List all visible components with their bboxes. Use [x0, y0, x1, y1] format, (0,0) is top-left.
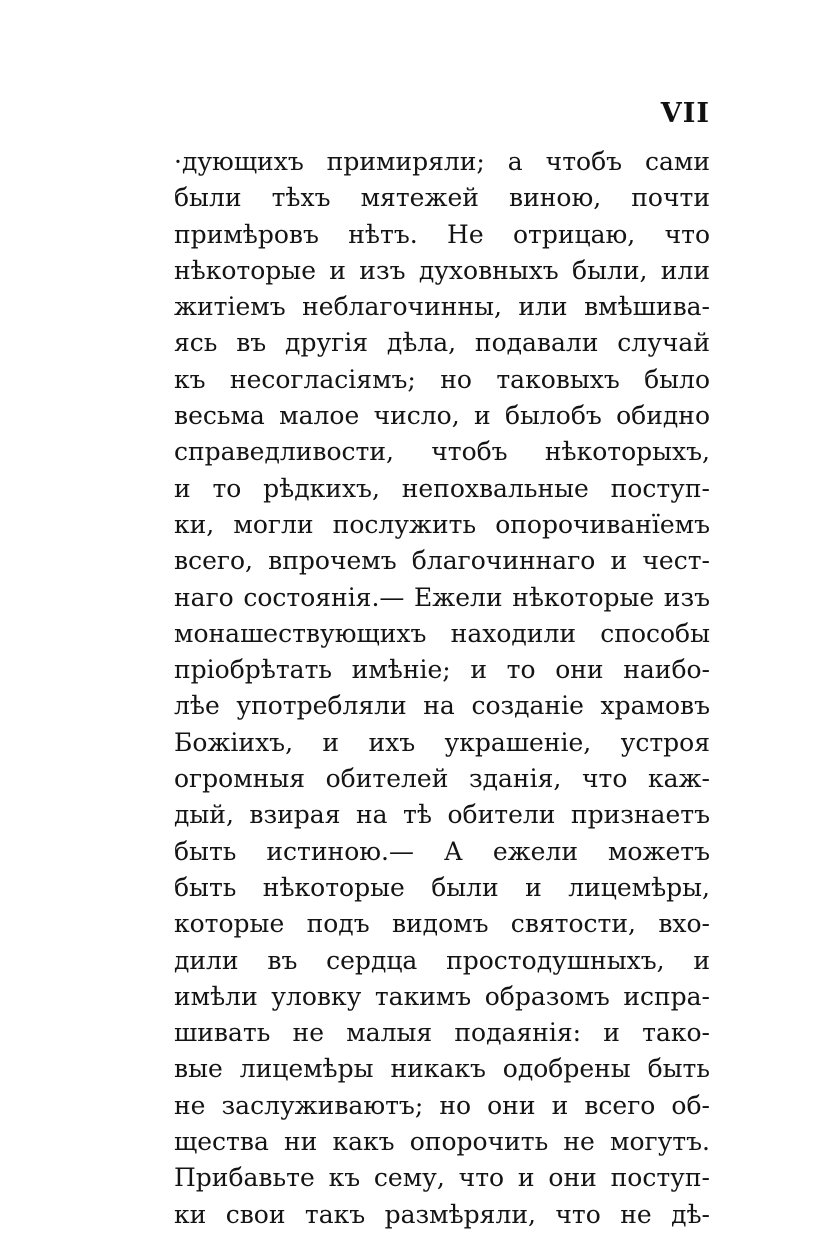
text-line: наго состоянія.— Ежели нѣкоторые изъ	[174, 582, 710, 612]
text-line: щества ни какъ опорочить не могутъ.	[174, 1127, 710, 1157]
text-line: дый, взирая на тѣ обители признаетъ	[174, 800, 710, 830]
text-line: были тѣхъ мятежей виною, почти	[174, 183, 710, 213]
text-line: шивать не малыя подаянія: и тако-	[174, 1018, 710, 1048]
text-line: весьма малое число, и былобъ обидно	[174, 401, 710, 431]
text-line: Божіихъ, и ихъ украшеніе, устроя	[174, 727, 710, 757]
text-line: и то рѣдкихъ, непохвальные поступ-	[174, 473, 710, 503]
text-line: быть нѣкоторые были и лицемѣры,	[174, 872, 710, 902]
text-body	[174, 144, 710, 1233]
page-number: VII	[660, 98, 710, 129]
text-line: быть истиною.— А ежели можетъ	[174, 836, 710, 866]
text-line: не заслуживаютъ; но они и всего об-	[174, 1090, 710, 1120]
text-line: ки свои такъ размѣряли, что не дѣ-	[174, 1199, 710, 1229]
text-line: имѣли уловку такимъ образомъ испра-	[174, 981, 710, 1011]
text-line: вые лицемѣры никакъ одобрены быть	[174, 1054, 710, 1084]
text-line: всего, впрочемъ благочиннаго и чест-	[174, 546, 710, 576]
text-line: житіемъ неблагочинны, или вмѣшива-	[174, 292, 710, 322]
text-line: огромныя обителей зданія, что каж-	[174, 764, 710, 794]
text-line: ки, могли послужить опорочиванїемъ	[174, 509, 710, 539]
text-line: примѣровъ нѣтъ. Не отрицаю, что	[174, 219, 710, 249]
text-line: которые подъ видомъ святости, вхо-	[174, 909, 710, 939]
text-line: справедливости, чтобъ нѣкоторыхъ,	[174, 437, 710, 467]
text-line: ясь въ другія дѣла, подавали случай	[174, 328, 710, 358]
text-line: ·дующихъ примиряли; а чтобъ сами	[174, 147, 710, 176]
text-line: Прибавьте къ сему, что и они поступ-	[174, 1163, 710, 1193]
text-line: монашествующихъ находили способы	[174, 618, 710, 648]
text-line: къ несогласіямъ; но таковыхъ было	[174, 364, 710, 394]
text-line: пріобрѣтать имѣніе; и то они наибо-	[174, 655, 710, 685]
text-line: нѣкоторые и изъ духовныхъ были, или	[174, 255, 710, 285]
text-line: дили въ сердца простодушныхъ, и	[174, 945, 710, 975]
text-line: лѣе употребляли на созданіе храмовъ	[174, 691, 710, 721]
